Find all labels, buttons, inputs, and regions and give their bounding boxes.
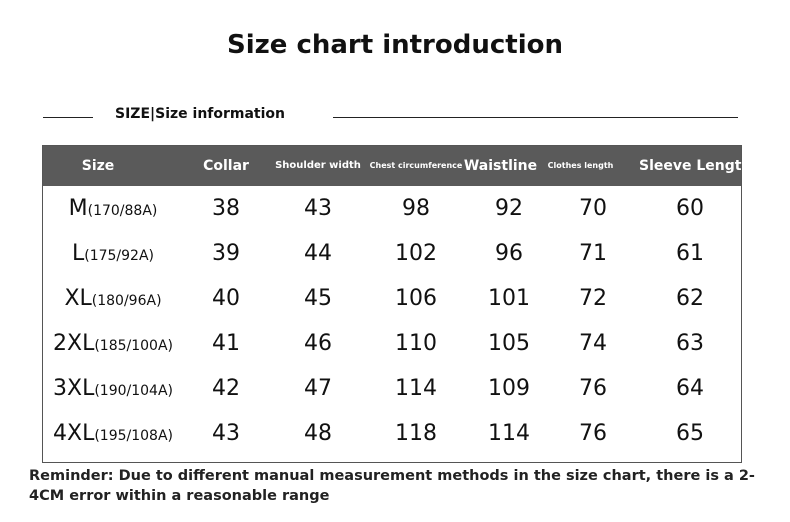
shoulder-cell: 47: [304, 376, 332, 401]
table-row: [43, 411, 741, 456]
shoulder-cell: 45: [304, 286, 332, 311]
size-range: (190/104A): [94, 383, 173, 399]
page-title: Size chart introduction: [226, 30, 563, 60]
length-cell: 74: [579, 331, 607, 356]
collar-cell: 42: [212, 376, 240, 401]
shoulder-cell: 44: [304, 241, 332, 266]
chest-cell: 106: [395, 286, 437, 311]
table-row: [43, 321, 741, 366]
sleeve-cell: 60: [676, 196, 704, 221]
table-row: [43, 186, 741, 231]
chest-cell: 110: [395, 331, 437, 356]
length-cell: 72: [579, 286, 607, 311]
header-shoulder: Shoulder width: [275, 160, 361, 171]
waist-cell: 114: [488, 421, 530, 446]
table-row: [43, 231, 741, 276]
chest-cell: 102: [395, 241, 437, 266]
sleeve-cell: 62: [676, 286, 704, 311]
size-cell: [43, 276, 183, 321]
size-label: XL: [64, 286, 92, 311]
size-table: [42, 145, 752, 463]
size-label: M: [68, 196, 88, 221]
heading-rule-right: [333, 117, 738, 118]
chest-cell: 118: [395, 421, 437, 446]
header-length: Clothes length: [547, 161, 614, 170]
size-range: (175/92A): [84, 248, 155, 264]
size-label: 4XL: [53, 421, 95, 446]
size-cell: [43, 231, 183, 276]
collar-cell: 38: [212, 196, 240, 221]
collar-cell: 43: [212, 421, 240, 446]
waist-cell: 105: [488, 331, 530, 356]
chest-cell: 114: [395, 376, 437, 401]
header-sleeve: Sleeve Length: [639, 158, 752, 174]
size-range: (185/100A): [94, 338, 173, 354]
size-label: 3XL: [53, 376, 95, 401]
sleeve-cell: 64: [676, 376, 704, 401]
waist-cell: 96: [495, 241, 523, 266]
header-size: Size: [81, 158, 115, 174]
size-cell: [43, 186, 183, 231]
size-range: (170/88A): [87, 203, 158, 219]
waist-cell: 92: [495, 196, 523, 221]
chest-cell: 98: [402, 196, 430, 221]
header-chest: Chest circumference: [369, 161, 463, 170]
sleeve-cell: 63: [676, 331, 704, 356]
shoulder-cell: 46: [304, 331, 332, 356]
table-row: [43, 366, 741, 411]
sleeve-cell: 61: [676, 241, 704, 266]
size-range: (180/96A): [91, 293, 162, 309]
reminder-note: Reminder: Due to different manual measurement methods in the size chart, there is a 2-4CM error within a reasonable range: [29, 468, 755, 504]
length-cell: 70: [579, 196, 607, 221]
collar-cell: 41: [212, 331, 240, 356]
collar-cell: 40: [212, 286, 240, 311]
size-range: (195/108A): [94, 428, 173, 444]
size-label: 2XL: [53, 331, 95, 356]
header-waist: Waistline: [463, 158, 538, 174]
length-cell: 71: [579, 241, 607, 266]
table-header: [43, 146, 752, 186]
heading-rule-left: [43, 117, 93, 118]
collar-cell: 39: [212, 241, 240, 266]
waist-cell: 101: [488, 286, 530, 311]
length-cell: 76: [579, 376, 607, 401]
table-row: [43, 276, 741, 321]
shoulder-cell: 48: [304, 421, 332, 446]
length-cell: 76: [579, 421, 607, 446]
size-cell: [43, 366, 183, 411]
size-label: L: [71, 241, 85, 266]
header-collar: Collar: [203, 158, 249, 174]
shoulder-cell: 43: [304, 196, 332, 221]
size-cell: [43, 411, 183, 456]
waist-cell: 109: [488, 376, 530, 401]
size-cell: [43, 321, 183, 366]
sleeve-cell: 65: [676, 421, 704, 446]
section-heading: SIZE|Size information: [115, 106, 286, 122]
